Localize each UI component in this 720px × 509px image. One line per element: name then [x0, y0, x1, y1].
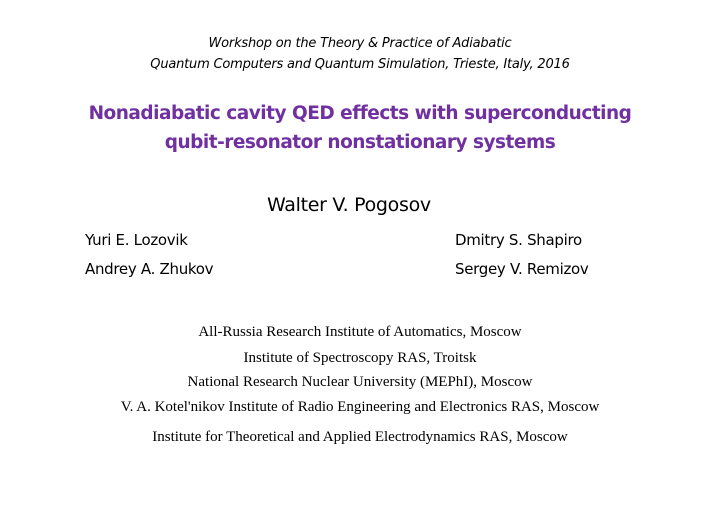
affiliation: National Research Nuclear University (MEPhI), Moscow [187, 374, 533, 390]
talk-title-line-1: Nonadiabatic cavity QED effects with superconducting [88, 103, 632, 124]
affiliation: V. A. Kotel'nikov Institute of Radio Engineering and Electronics RAS, Moscow [120, 399, 600, 415]
affiliation: All-Russia Research Institute of Automatics, Moscow [198, 324, 522, 340]
affiliation: Institute of Spectroscopy RAS, Troitsk [243, 350, 477, 366]
coauthor-name: Andrey A. Zhukov [85, 260, 214, 278]
coauthor-name: Dmitry S. Shapiro [455, 231, 582, 249]
coauthor-name: Sergey V. Remizov [455, 260, 589, 278]
affiliation: Institute for Theoretical and Applied Electrodynamics RAS, Moscow [152, 429, 568, 445]
workshop-line-1: Workshop on the Theory & Practice of Adiabatic [208, 36, 512, 51]
talk-title-line-2: qubit-resonator nonstationary systems [164, 132, 556, 153]
presenter-name: Walter V. Pogosov [267, 194, 431, 216]
workshop-line-2: Quantum Computers and Quantum Simulation, Trieste, Italy, 2016 [150, 57, 570, 72]
coauthor-name: Yuri E. Lozovik [85, 231, 188, 249]
